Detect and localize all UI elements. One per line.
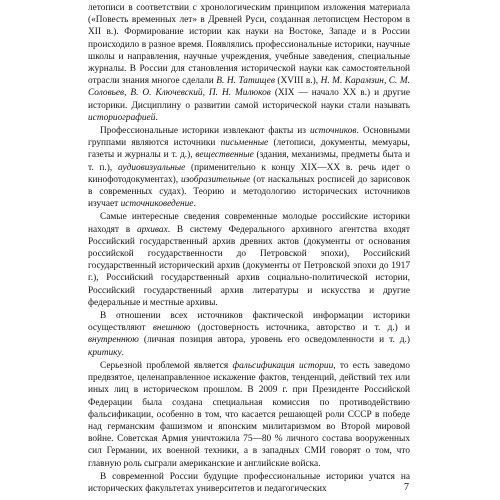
- text-run: . В систему Федерального архивного агентства входят Российский государственный архив древних актов (документы от основания российской государственности до Петровской эпохи), Российский государственный исторический архив (документы от Петровской эпохи до 1917 г.), Российский государственный архив социально-политической истории, Российский государственный архив литературы и искусства и другие федеральные и местные архивы.: [88, 224, 411, 308]
- paragraph-archives: [88, 211, 410, 309]
- text-run: Серьезной проблемой является: [100, 360, 233, 371]
- italic-term: внешнюю: [152, 323, 191, 334]
- italic-term: вещественные: [195, 150, 254, 161]
- paragraph-education: [88, 471, 410, 495]
- italic-term: внутреннюю: [88, 335, 139, 346]
- italic-term: историографией: [88, 112, 156, 123]
- italic-term: источниковедение: [120, 199, 194, 210]
- text-run: Профессиональные историки извлекают факты из: [100, 126, 310, 137]
- italic-term: критику: [88, 347, 122, 358]
- text-run: В отношении всех источников фактической информации историки осуществляют: [88, 311, 410, 334]
- text-run: . Основными группами являются источники: [88, 126, 410, 149]
- paragraph-falsification: [88, 360, 410, 470]
- text-run: .: [193, 199, 196, 210]
- italic-term: изобразительные: [181, 174, 251, 185]
- text-run: В современной России будущие профессиональные историки учатся на исторических факультетах университетов и педагогических: [88, 471, 410, 494]
- text-run: (применительно к концу XIX—XX в. речь идет о кинофотодокументах),: [88, 162, 410, 185]
- page-number: 7: [404, 482, 409, 493]
- paragraph-criticism: [88, 310, 410, 359]
- paragraph-sources: [88, 125, 410, 210]
- italic-term: архивах: [136, 224, 168, 235]
- text-run: (личная позиция автора, уровень его осведомленности и т. д.): [138, 335, 410, 346]
- paragraph-historiography: [88, 2, 410, 124]
- text-run: (от наскальных росписей до зарисовок в современных судах). Теорию и методологию исторических источников изучает: [88, 174, 411, 210]
- body-text: [88, 2, 410, 495]
- italic-term: источников: [309, 126, 357, 137]
- text-run: .: [155, 112, 158, 123]
- italic-term: аудиовизуальные: [117, 162, 186, 173]
- italic-term: В. Н. Татищев: [216, 76, 275, 87]
- text-run: Самые интересные сведения современные молодые российские историки находят в: [88, 212, 410, 235]
- italic-term: фальсификация истории: [232, 360, 334, 371]
- text-run: , то есть заведомо предвзятое, целенаправленное искажение фактов, тенденций, действий тех или иных лиц в историческом прошлом. В 2009 г. при Президенте Российской Федерации была создана специальная комиссия по противодействию фальсификации, особенно в том, что касается решающей роли СССР в победе над германским фашизмом и японским милитаризмом во Второй мировой войне. Советская Армия уничтожила 75—80 % личного состава вооруженных сил Германии, их военной техники, а в западных СМИ говорят о том, что главную роль сыграли американские и английские войска.: [88, 360, 410, 469]
- italic-term: Н. М. Карамзин, С. М. Соловьев, В. О. Ключевский, П. Н. Милюков: [88, 76, 410, 99]
- text-run: (здания, механизмы, предметы быта и т. п.),: [88, 150, 410, 173]
- text-run: (XVIII в.),: [274, 76, 321, 87]
- text-run: (достоверность источника, авторство и т. д.) и: [190, 323, 410, 334]
- text-run: летописи в соответствии с хронологическим принципом изложения материала («Повесть временных лет» в Древней Руси, созданная летописцем Нестором в XII в.). Формирование истории как науки на Востоке, Западе и в России происходило в разное время. Появлялись профессиональные историки, научные школы и направления, научные учреждения, учебные заведения, специальные журналы. В России для становления исторической науки как самостоятельной отрасли знания многое сделали: [88, 3, 410, 87]
- text-run: .: [121, 347, 124, 358]
- text-run: (летописи, документы, мемуары, газеты и журналы и т. д.),: [88, 138, 411, 161]
- text-run: (XIX — начало XX в.) и другие историки. Дисциплину о развитии самой исторической науки стали называть: [88, 88, 411, 111]
- italic-term: письменные: [220, 138, 269, 149]
